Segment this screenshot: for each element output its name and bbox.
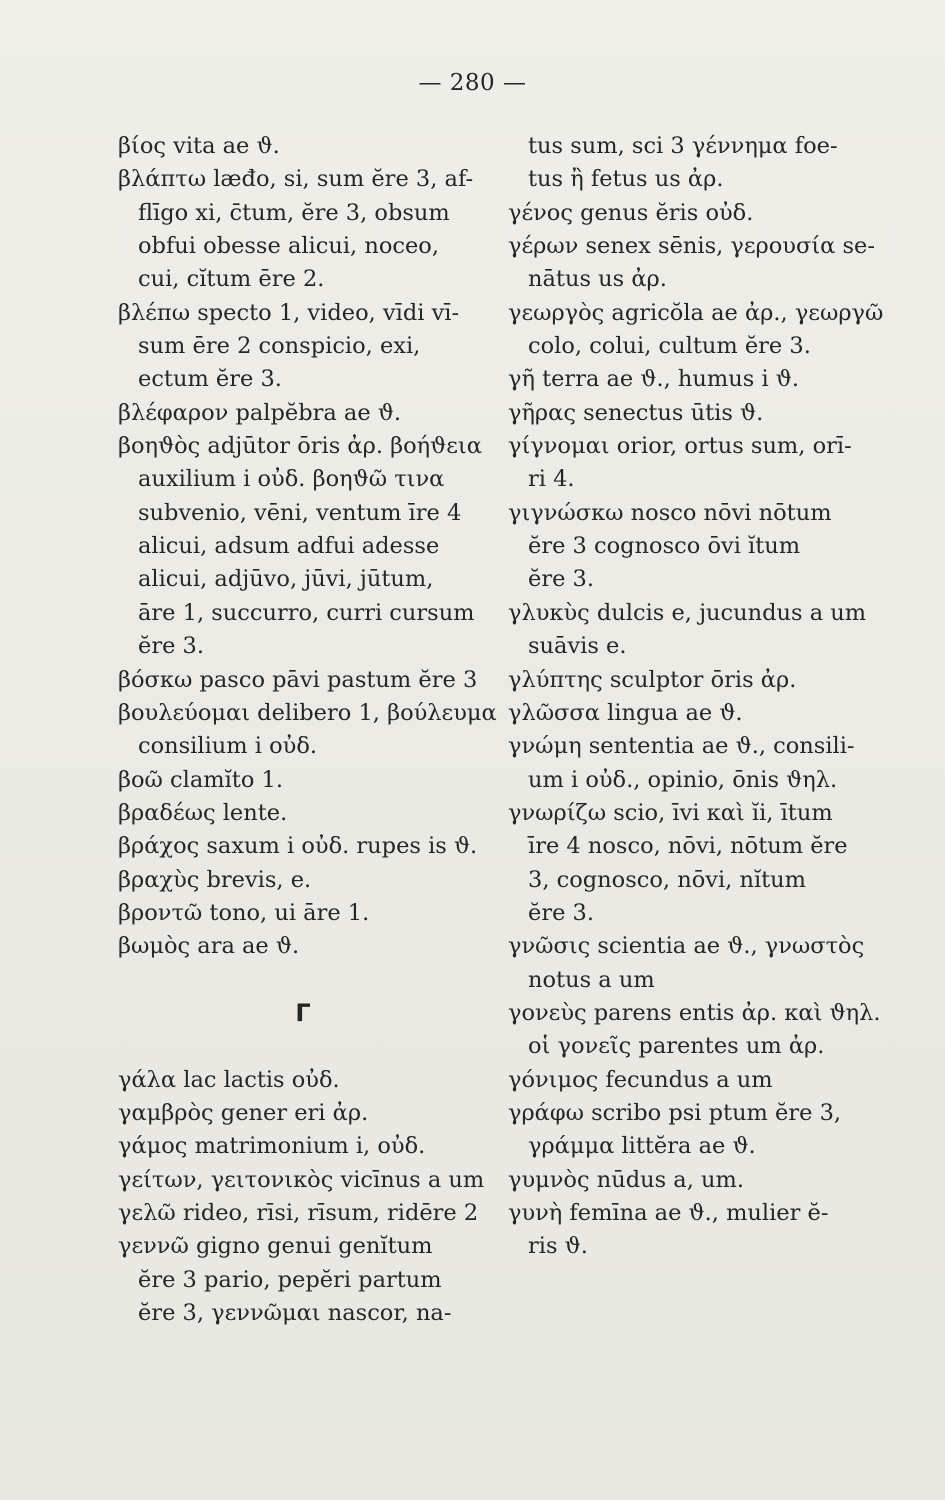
dictionary-line: cui, cĭtum ēre 2.	[138, 266, 325, 293]
dictionary-line: ĕre 3, γεννῶμαι nascor, na-	[138, 1300, 452, 1327]
dictionary-line: ris ϑ.	[528, 1233, 588, 1260]
dictionary-line: γάλα lac lactis οὐδ.	[118, 1066, 340, 1093]
dictionary-line: ĕre 3 cognosco ōvi ĭtum	[528, 533, 801, 560]
dictionary-line: sum ēre 2 conspicio, exi,	[138, 333, 421, 360]
dictionary-line: γλῶσσα lingua ae ϑ.	[508, 699, 743, 726]
dictionary-line: auxilium i οὐδ. βοηϑῶ τινα	[138, 466, 445, 493]
dictionary-line: tus sum, sci 3 γέννημα foe-	[528, 133, 838, 159]
dictionary-line: consilium i οὐδ.	[138, 733, 318, 760]
dictionary-line: βλέπω specto 1, video, vīdi vī-	[118, 299, 460, 326]
dictionary-line: βουλεύομαι delibero 1, βούλευμα	[118, 699, 497, 726]
dictionary-line: γνώμη sententia ae ϑ., consili-	[508, 733, 855, 760]
dictionary-line: γιγνώσκω nosco nōvi nōtum	[508, 499, 832, 526]
dictionary-line: γελῶ rideo, rīsi, rīsum, ridēre 2	[118, 1200, 479, 1226]
dictionary-line: γαμβρὸς gener eri ἀρ.	[118, 1099, 369, 1126]
left-column	[118, 130, 497, 1330]
dictionary-line: βοῶ clamĭto 1.	[118, 766, 284, 793]
blank-line	[118, 964, 488, 997]
dictionary-line: notus a um	[528, 966, 655, 993]
dictionary-line: obfui obesse alicui, noceo,	[138, 233, 439, 260]
dictionary-line: īre 4 nosco, nōvi, nōtum ĕre	[528, 833, 848, 860]
dictionary-line: γείτων, γειτονικὸς vicīnus a um	[118, 1166, 485, 1193]
dictionary-line: γλύπτης sculptor ōris ἀρ.	[508, 666, 797, 693]
dictionary-line: γίγνομαι orior, ortus sum, orī-	[508, 433, 852, 460]
dictionary-line: ĕre 3.	[138, 633, 205, 660]
dictionary-line: ĕre 3.	[528, 566, 595, 593]
blank-line	[118, 1030, 488, 1063]
dictionary-line: colo, colui, cultum ĕre 3.	[528, 333, 811, 360]
dictionary-line: ĕre 3 pario, pepĕri partum	[138, 1266, 442, 1293]
dictionary-line: alicui, adjūvo, jūvi, jūtum,	[138, 566, 434, 593]
dictionary-line: γλυκὺς dulcis e, jucundus a um	[508, 599, 867, 626]
dictionary-line: βίος vita ae ϑ.	[118, 133, 280, 159]
right-column	[508, 130, 898, 1264]
dictionary-line: βωμὸς ara ae ϑ.	[118, 933, 300, 960]
dictionary-line: βλάπτω læđo, si, sum ĕre 3, af-	[118, 166, 474, 193]
dictionary-line: γυμνὸς nūdus a, um.	[508, 1166, 744, 1193]
dictionary-line: γονεὺς parens entis ἀρ. καὶ ϑηλ.	[508, 999, 881, 1026]
dictionary-line: um i οὐδ., opinio, ōnis ϑηλ.	[528, 766, 838, 793]
dictionary-line: βλέφαρον palpĕbra ae ϑ.	[118, 399, 402, 426]
dictionary-line: βραδέως lente.	[118, 799, 288, 826]
dictionary-line: āre 1, succurro, curri cursum	[138, 599, 475, 626]
dictionary-line: nātus us ἀρ.	[528, 266, 667, 293]
page-number: — 280 —	[418, 70, 527, 96]
dictionary-line: γεωργὸς agricŏla ae ἀρ., γεωργῶ	[508, 299, 884, 326]
dictionary-line: γάμος matrimonium i, οὐδ.	[118, 1133, 426, 1160]
dictionary-line: γῆρας senectus ūtis ϑ.	[508, 399, 764, 426]
dictionary-line: βόσκω pasco pāvi pastum ĕre 3	[118, 666, 478, 693]
dictionary-line: γεννῶ gigno genui genĭtum	[118, 1233, 433, 1260]
dictionary-line: ĕre 3.	[528, 899, 595, 926]
dictionary-line: γῆ terra ae ϑ., humus i ϑ.	[508, 366, 800, 393]
dictionary-line: γράφω scribo psi ptum ĕre 3,	[508, 1099, 842, 1126]
dictionary-line: suāvis e.	[528, 633, 627, 660]
dictionary-line: βράχος saxum i οὐδ. rupes is ϑ.	[118, 833, 478, 860]
dictionary-line: subvenio, vēni, ventum īre 4	[138, 499, 462, 526]
dictionary-line: βοηϑὸς adjūtor ōris ἀρ. βοήϑεια	[118, 433, 482, 460]
dictionary-line: tus ἢ fetus us ἀρ.	[528, 166, 724, 193]
dictionary-line: ri 4.	[528, 466, 575, 493]
dictionary-line: γνωρίζω scio, īvi καὶ ĭi, ītum	[508, 799, 833, 826]
dictionary-line: γένος genus ĕris οὐδ.	[508, 199, 754, 226]
dictionary-line: alicui, adsum adfui adesse	[138, 533, 440, 560]
dictionary-line: βραχὺς brevis, e.	[118, 866, 312, 893]
dictionary-line: γράμμα littĕra ae ϑ.	[528, 1133, 756, 1160]
dictionary-line: βροντῶ tono, ui āre 1.	[118, 899, 370, 926]
dictionary-line: 3, cognosco, nōvi, nĭtum	[528, 866, 807, 893]
section-heading: Γ	[295, 998, 311, 1027]
dictionary-line: γόνιμος fecundus a um	[508, 1066, 773, 1093]
dictionary-line: γνῶσις scientia ae ϑ., γνωστὸς	[508, 933, 865, 960]
dictionary-line: flīgo xi, c̄tum, ĕre 3, obsum	[138, 199, 450, 226]
dictionary-line: γυνὴ femīna ae ϑ., mulier ĕ-	[508, 1200, 829, 1226]
dictionary-line: ectum ĕre 3.	[138, 366, 282, 393]
dictionary-line: γέρων senex sēnis, γερουσία se-	[508, 233, 875, 260]
dictionary-line: οἱ γονεῖς parentes um ἀρ.	[528, 1033, 825, 1060]
